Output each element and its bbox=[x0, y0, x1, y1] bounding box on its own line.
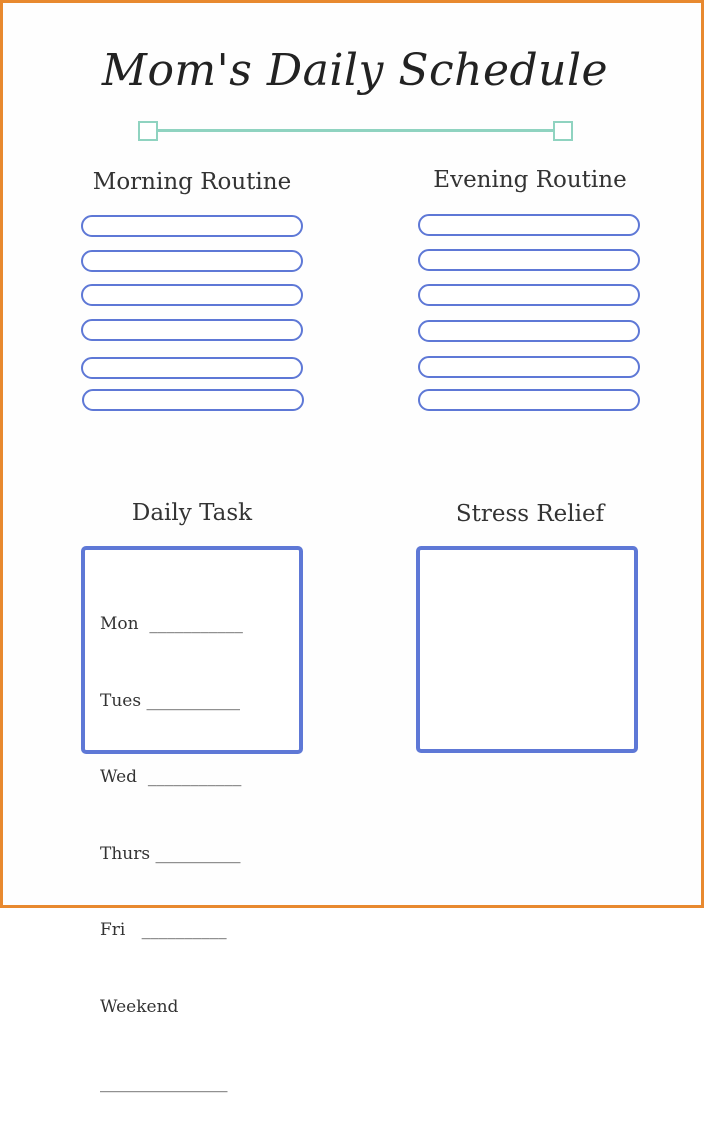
morning-field-5[interactable] bbox=[81, 357, 303, 379]
task-row-tues: Tues ___________ bbox=[100, 690, 240, 711]
title-divider bbox=[155, 129, 555, 132]
evening-field-5[interactable] bbox=[418, 356, 640, 378]
morning-field-3[interactable] bbox=[81, 284, 303, 306]
task-row-mon: Mon ___________ bbox=[100, 614, 243, 634]
stress-relief-heading: Stress Relief bbox=[455, 501, 605, 527]
task-row-weekend: Weekend bbox=[100, 996, 179, 1017]
evening-field-4[interactable] bbox=[418, 320, 640, 342]
daily-task-list bbox=[100, 561, 243, 1148]
morning-field-1[interactable] bbox=[81, 215, 303, 237]
evening-field-2[interactable] bbox=[418, 249, 640, 271]
task-row-wed: Wed ___________ bbox=[100, 767, 242, 787]
morning-field-2[interactable] bbox=[81, 250, 303, 272]
stress-relief-box[interactable] bbox=[416, 546, 638, 753]
evening-field-3[interactable] bbox=[418, 284, 640, 306]
morning-field-4[interactable] bbox=[81, 319, 303, 341]
evening-field-1[interactable] bbox=[418, 214, 640, 236]
morning-routine-heading: Morning Routine bbox=[92, 169, 292, 195]
task-row-thurs: Thurs __________ bbox=[100, 843, 241, 864]
task-row-weekend-line: _______________ bbox=[100, 1073, 228, 1093]
evening-field-6[interactable] bbox=[418, 389, 640, 411]
divider-square-left bbox=[138, 121, 158, 141]
daily-task-heading: Daily Task bbox=[131, 500, 253, 526]
task-row-fri: Fri __________ bbox=[100, 920, 227, 940]
evening-routine-heading: Evening Routine bbox=[433, 167, 627, 193]
morning-field-6[interactable] bbox=[82, 389, 304, 411]
page-title: Mom's Daily Schedule bbox=[101, 45, 609, 96]
divider-square-right bbox=[553, 121, 573, 141]
